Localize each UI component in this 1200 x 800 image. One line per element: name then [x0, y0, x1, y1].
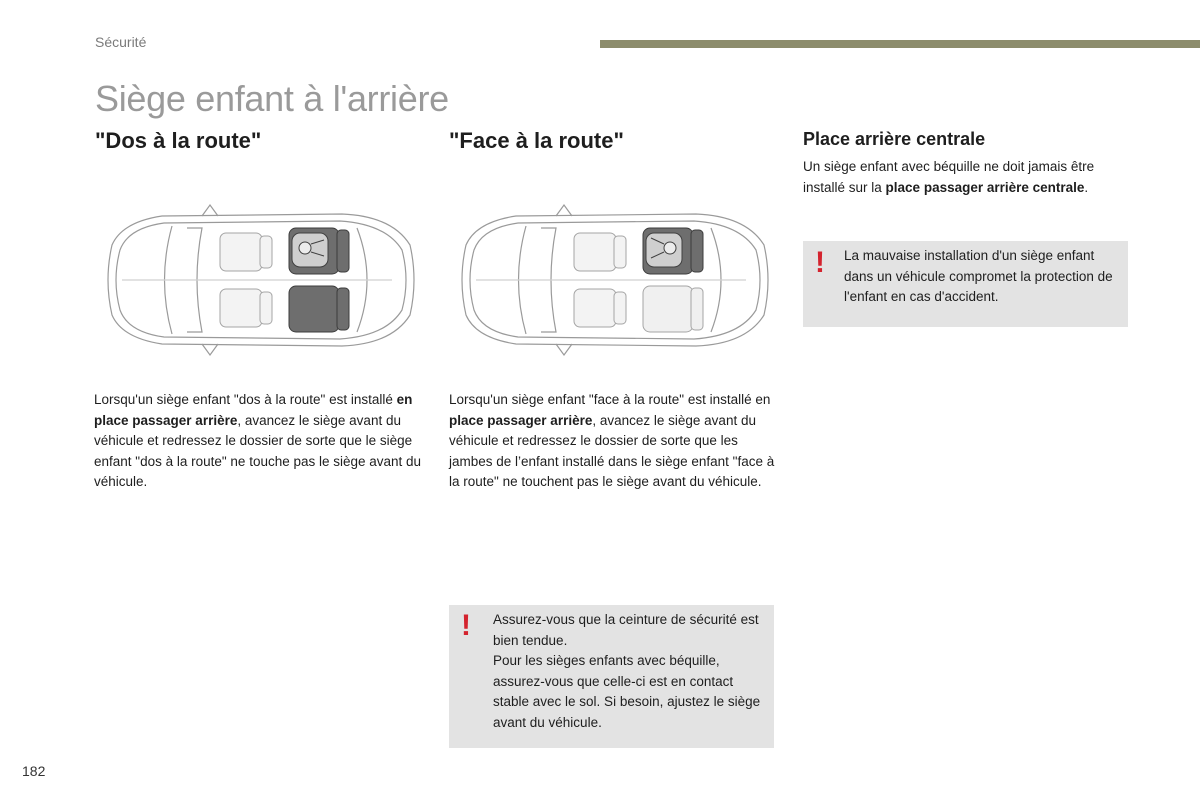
front-right-seat	[574, 289, 616, 327]
car-mirror-top	[202, 205, 218, 216]
front-left-seat	[574, 233, 616, 271]
installation-warning-text: La mauvaise installation d'un siège enfant dans un véhicule compromet la protection de l'enfant en cas d'accident.	[844, 248, 1113, 304]
car-mirror-top	[556, 205, 572, 216]
installation-warning-box	[803, 241, 1128, 327]
car-forward-facing-illustration	[446, 200, 776, 360]
forward-facing-heading: "Face à la route"	[449, 128, 624, 153]
center-rear-paragraph: Un siège enfant avec béquille ne doit jamais être installé sur la place passager arrière centrale.	[803, 159, 1095, 195]
exclamation-icon: !	[461, 609, 471, 642]
page-title: Siège enfant à l'arrière	[95, 78, 449, 119]
rear-facing-child-seat	[292, 233, 328, 267]
center-rear-heading: Place arrière centrale	[803, 129, 986, 149]
seatbelt-warning-text: Assurez-vous que la ceinture de sécurité est bien tendue. Pour les sièges enfants avec béquille, assurez-vous que celle-ci est en contact stable avec le sol. Si besoin, ajustez le siège avant du véhicule.	[493, 612, 761, 730]
front-right-seat	[220, 289, 262, 327]
car-rear-facing-illustration	[92, 200, 422, 360]
front-left-seat	[220, 233, 262, 271]
rear-facing-paragraph: Lorsqu'un siège enfant "dos à la route" est installé en place passager arrière, avancez le siège avant du véhicule et redressez le dossier de sorte que le siège enfant "dos à la route" ne touche pas le siège avant du véhicule.	[94, 392, 422, 489]
forward-facing-child-seat	[646, 233, 682, 267]
section-accent-bar	[600, 40, 1200, 48]
rear-facing-heading: "Dos à la route"	[95, 128, 262, 153]
seatbelt-warning-box	[449, 605, 774, 748]
rear-right-seat	[643, 286, 693, 332]
car-mirror-bottom	[556, 344, 572, 355]
exclamation-icon: !	[815, 246, 825, 279]
car-mirror-bottom	[202, 344, 218, 355]
page-number: 182	[22, 763, 46, 779]
section-label: Sécurité	[95, 34, 147, 50]
rear-right-seat	[289, 286, 339, 332]
forward-facing-paragraph: Lorsqu'un siège enfant "face à la route" est installé en place passager arrière, avancez le siège avant du véhicule et redressez le dossier de sorte que les jambes de l’enfant installé dans le siège enfant "face à la route" ne touchent pas le siège avant du véhicule.	[449, 392, 775, 489]
